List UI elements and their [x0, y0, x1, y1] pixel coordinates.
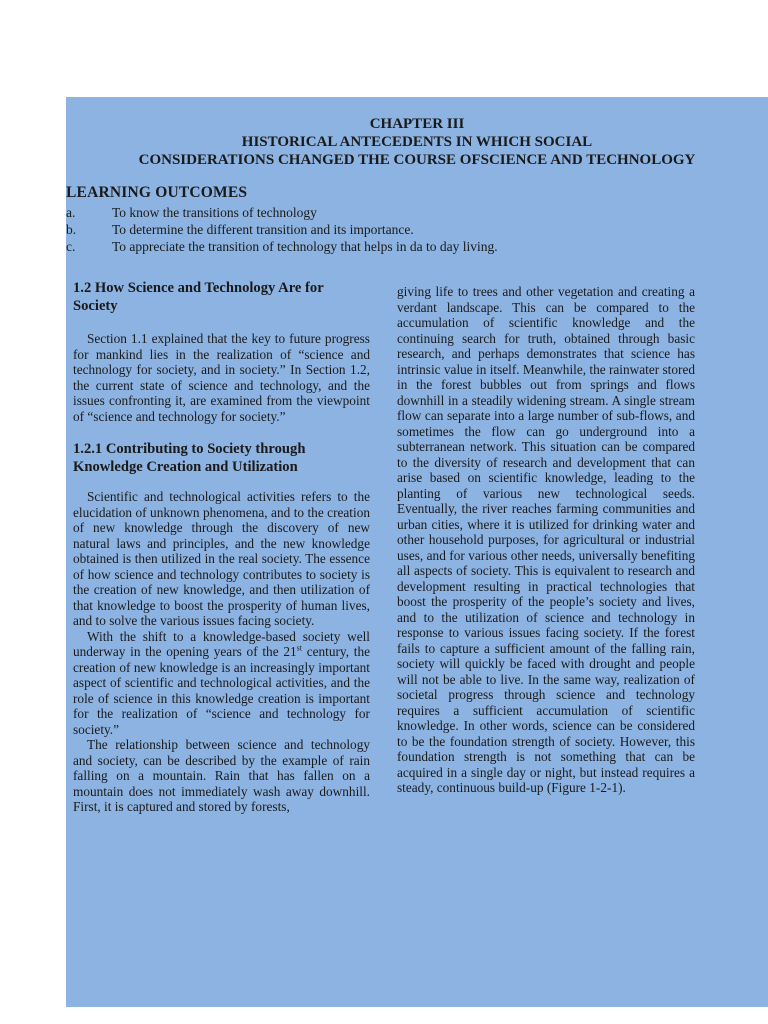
- outcome-text: To know the transitions of technology: [112, 205, 317, 220]
- chapter-title-line-2: CONSIDERATIONS CHANGED THE COURSE OFSCIENCE AND TECHNOLOGY: [138, 152, 696, 168]
- continued-paragraph: giving life to trees and other vegetation and creating a verdant landscape. This can be compared to the accumulation of scientific knowledge and the continuing search for truth, obtained through basic research, and perhaps demonstrates that science has intrinsic value in itself. Meanwhile, the rainwater stored in the forest bubbles out from springs and flows downhill in a steadily widening stream. A single stream flow can separate into a large number of sub-flows, and sometimes the flow can go underground into a subterranean network. This situation can be compared to the diversity of research and development that can arise based on scientific knowledge, leading to the planting of various new technological seeds. Eventually, the river reaches farming communities and urban cities, where it is utilized for drinking water and other household purposes, for agricultural or industrial uses, and for various other needs, universally benefiting all aspects of society. This is equivalent to research and development resulting in practical technologies that boost the prosperity of the people’s society and lives, and to the utilization of science and technology in response to various issues facing society. If the forest fails to capture a sufficient amount of the falling rain, society will quickly be faced with drought and people will not be able to live. In the same way, realization of societal progress through science and technology requires a sufficient accumulation of scientific knowledge. In other words, science can be considered to be the foundation strength of society. However, this foundation strength is not something that can be acquired in a single day or night, but instead requires a steady, continuous build-up (Figure 1-2-1).: [397, 284, 695, 795]
- learning-outcomes-heading: LEARNING OUTCOMES: [66, 184, 248, 201]
- outcome-marker: b.: [66, 222, 77, 237]
- outcome-marker: c.: [66, 239, 76, 254]
- chapter-number: CHAPTER III: [369, 116, 465, 132]
- body-paragraph-1: Scientific and technological activities refers to the elucidation of unknown phenomena, and to the creation of new knowledge through the discovery of new natural laws and principles, and the new knowledge obtained is then utilized in the real society. The essence of how science and technology contributes to society is the creation of new knowledge, and then utilization of that knowledge to boost the prosperity of human lives, and to solve the various issues facing society.: [73, 489, 370, 628]
- left-text-column: [73, 279, 370, 815]
- section-paragraph: Section 1.1 explained that the key to future progress for mankind lies in the realization of “science and technology for society, and in society.” In Section 1.2, the current state of science and technology, and the issues confronting it, are examined from the viewpoint of “science and technology for society.”: [73, 331, 370, 424]
- right-text-column: [397, 284, 695, 796]
- chapter-title-block: [66, 115, 768, 169]
- outcome-marker: a.: [66, 205, 76, 220]
- body-paragraph-2-start: With the shift to a knowledge-based society well underway in the opening years of the 21: [73, 628, 370, 659]
- body-paragraph-2: [73, 629, 370, 738]
- outcome-item-c: [66, 238, 766, 255]
- subsection-heading: 1.2.1 Contributing to Society through Knowledge Creation and Utilization: [73, 441, 306, 475]
- body-paragraph-3: The relationship between science and technology and society, can be described by the example of rain falling on a mountain. Rain that has fallen on a mountain does not immediately wash away downhill. First, it is captured and stored by forests,: [73, 737, 370, 814]
- body-paragraph-2-end: century, the creation of new knowledge is an increasingly important aspect of scientific and technological activities, and the role of science in this knowledge creation is important for the realization of “science and technology for society.”: [73, 644, 370, 737]
- outcome-item-b: [66, 221, 766, 238]
- chapter-title-line-1: HISTORICAL ANTECEDENTS IN WHICH SOCIAL: [241, 134, 593, 150]
- outcome-text: To appreciate the transition of technology that helps in da to day living.: [112, 239, 498, 254]
- ordinal-superscript: st: [296, 643, 302, 653]
- learning-outcomes-list: [66, 204, 766, 255]
- outcome-text: To determine the different transition and its importance.: [112, 222, 414, 237]
- outcome-item-a: [66, 204, 766, 221]
- section-heading: 1.2 How Science and Technology Are for Society: [73, 280, 324, 314]
